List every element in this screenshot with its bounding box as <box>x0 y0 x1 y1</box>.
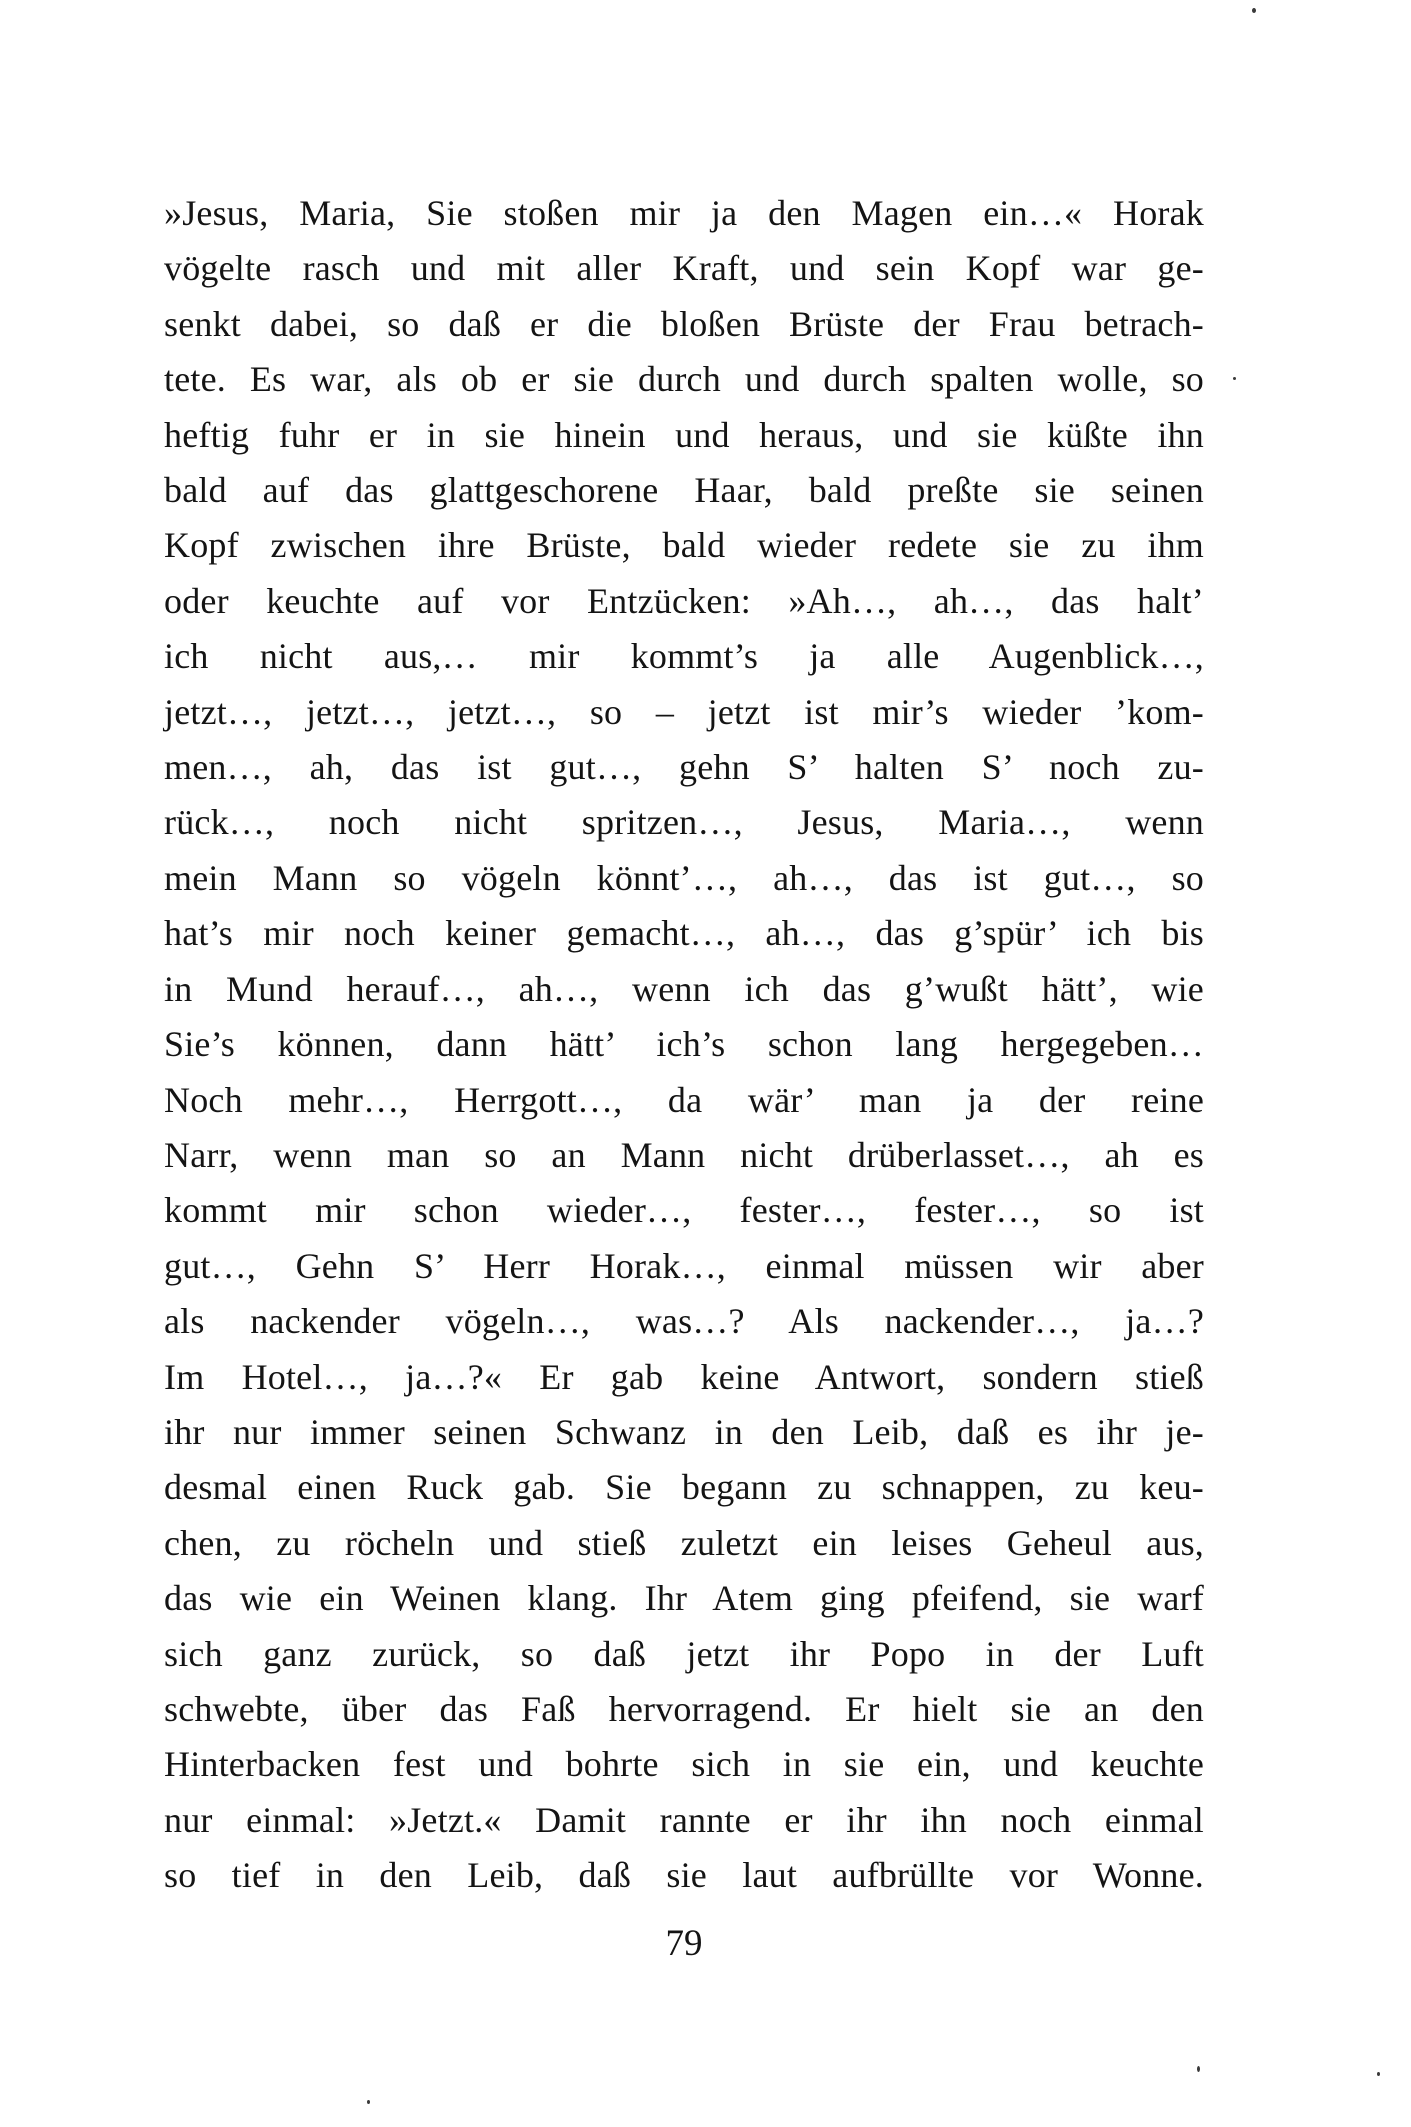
text-line: »Jesus, Maria, Sie stoßen mir ja den Magen ein…« Horak <box>164 193 1204 233</box>
text-line: heftig fuhr er in sie hinein und heraus, und sie küßte ihn <box>164 414 1204 455</box>
text-line: Noch mehr…, Herrgott…, da wär’ man ja der reine <box>164 1079 1204 1120</box>
text-line: das wie ein Weinen klang. Ihr Atem ging pfeifend, sie warf <box>164 1578 1204 1619</box>
scan-speck <box>1233 377 1236 380</box>
text-line: tete. Es war, als ob er sie durch und durch spalten wolle, so <box>164 359 1204 400</box>
text-line: bald auf das glattgeschorene Haar, bald preßte sie seinen <box>164 470 1204 511</box>
text-line: oder keuchte auf vor Entzücken: »Ah…, ah…, das halt’ <box>164 580 1204 621</box>
text-line: desmal einen Ruck gab. Sie begann zu schnappen, zu keu- <box>164 1467 1204 1508</box>
text-line: als nackender vögeln…, was…? Als nackender…, ja…? <box>164 1301 1204 1342</box>
text-line: hat’s mir noch keiner gemacht…, ah…, das g’spür’ ich bis <box>164 913 1204 954</box>
text-line: chen, zu röcheln und stieß zuletzt ein leises Geheul aus, <box>164 1522 1204 1563</box>
text-line: Hinterbacken fest und bohrte sich in sie ein, und keuchte <box>164 1744 1204 1785</box>
text-line: Narr, wenn man so an Mann nicht drüberlasset…, ah es <box>164 1134 1204 1175</box>
scan-speck <box>1252 8 1256 13</box>
text-line: senkt dabei, so daß er die bloßen Brüste der Frau betrach- <box>164 303 1204 344</box>
text-line: Im Hotel…, ja…?« Er gab keine Antwort, sondern stieß <box>164 1356 1204 1397</box>
text-line: kommt mir schon wieder…, fester…, fester…, so ist <box>164 1190 1204 1231</box>
scan-speck <box>1377 2072 1380 2076</box>
text-line: mein Mann so vögeln könnt’…, ah…, das ist gut…, so <box>164 857 1204 898</box>
text-line: ihr nur immer seinen Schwanz in den Leib, daß es ihr je- <box>164 1411 1204 1452</box>
text-line: nur einmal: »Jetzt.« Damit rannte er ihr ihn noch einmal <box>164 1799 1204 1840</box>
text-line: in Mund herauf…, ah…, wenn ich das g’wußt hätt’, wie <box>164 968 1204 1009</box>
text-line: men…, ah, das ist gut…, gehn S’ halten S’ noch zu- <box>164 747 1204 788</box>
scan-speck <box>1197 2066 1200 2072</box>
paragraph <box>164 186 1204 1904</box>
text-line: schwebte, über das Faß hervorragend. Er hielt sie an den <box>164 1688 1204 1729</box>
text-line: rück…, noch nicht spritzen…, Jesus, Maria…, wenn <box>164 802 1204 843</box>
page-number: 79 <box>665 1923 703 1964</box>
scan-speck <box>367 2100 370 2104</box>
text-line: ich nicht aus,… mir kommt’s ja alle Augenblick…, <box>164 636 1204 677</box>
text-line: Sie’s können, dann hätt’ ich’s schon lang hergegeben… <box>164 1024 1204 1065</box>
text-line: gut…, Gehn S’ Herr Horak…, einmal müssen wir aber <box>164 1245 1204 1286</box>
text-line: sich ganz zurück, so daß jetzt ihr Popo in der Luft <box>164 1633 1204 1674</box>
text-line: jetzt…, jetzt…, jetzt…, so – jetzt ist mir’s wieder ’kom- <box>164 691 1204 732</box>
text-line: Kopf zwischen ihre Brüste, bald wieder redete sie zu ihm <box>164 525 1204 566</box>
text-line: vögelte rasch und mit aller Kraft, und sein Kopf war ge- <box>164 248 1204 289</box>
text-line: so tief in den Leib, daß sie laut aufbrüllte vor Wonne. <box>164 1855 1204 1896</box>
